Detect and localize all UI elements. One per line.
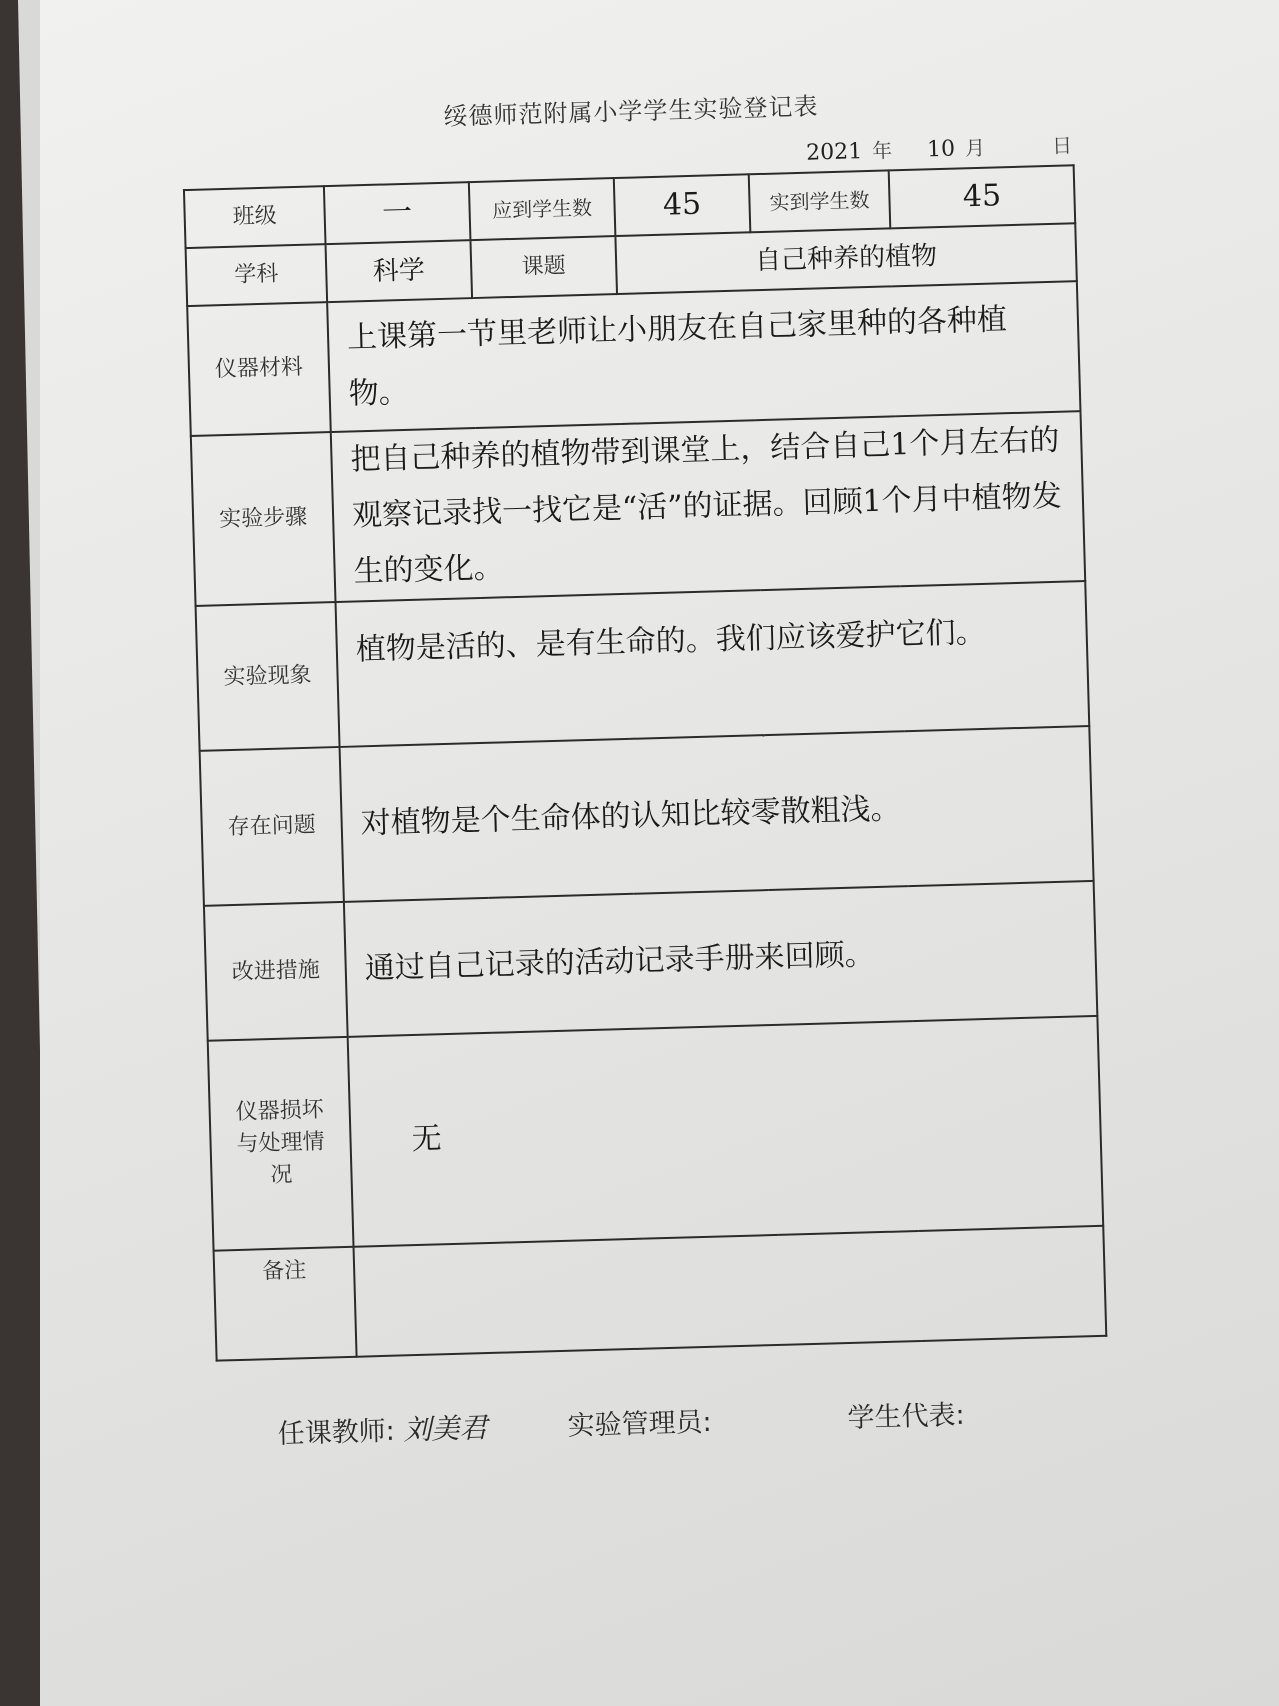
admin-label: 实验管理员: xyxy=(567,1406,713,1442)
materials-label: 仪器材料 xyxy=(187,302,331,436)
class-value: 一 xyxy=(324,182,471,244)
remarks-content xyxy=(354,1226,1107,1357)
actual-students-value: 45 xyxy=(889,165,1076,228)
problems-content: 对植物是个生命体的认知比较零散粗浅。 xyxy=(340,726,1094,902)
expected-students-value: 45 xyxy=(614,174,751,236)
teacher-signature-block xyxy=(277,1406,488,1452)
phenomenon-label: 实验现象 xyxy=(196,602,340,751)
expected-students-label: 应到学生数 xyxy=(469,178,616,240)
student-label: 学生代表: xyxy=(847,1399,966,1435)
damage-label: 仪器损坏与处理情况 xyxy=(208,1037,354,1251)
form-row-damage xyxy=(208,1016,1104,1251)
form-row-materials xyxy=(187,281,1080,436)
form-row-steps xyxy=(191,411,1085,606)
registration-form xyxy=(150,58,1149,1484)
improvements-label: 改进措施 xyxy=(204,902,348,1041)
form-row-remarks xyxy=(214,1226,1107,1361)
topic-value: 自己种养的植物 xyxy=(615,223,1076,294)
teacher-label: 任课教师: xyxy=(277,1415,396,1450)
problems-label: 存在问题 xyxy=(200,747,344,906)
subject-label: 学科 xyxy=(186,244,328,306)
date-line xyxy=(796,129,1073,166)
date-day-label: 日 xyxy=(1051,133,1073,158)
phenomenon-content: 植物是活的、是有生命的。我们应该爱护它们。 xyxy=(336,581,1090,747)
steps-label: 实验步骤 xyxy=(191,432,336,606)
admin-signature-block xyxy=(567,1400,712,1443)
form-row-phenomenon xyxy=(196,581,1090,751)
topic-label: 课题 xyxy=(470,236,617,298)
remarks-label: 备注 xyxy=(214,1247,357,1361)
class-label: 班级 xyxy=(184,186,326,248)
damage-content: 无 xyxy=(348,1016,1104,1247)
teacher-signature: 刘美君 xyxy=(402,1411,488,1447)
subject-value: 科学 xyxy=(326,240,473,302)
date-year: 2021 xyxy=(805,139,863,166)
actual-students-label: 实到学生数 xyxy=(749,170,891,232)
signature-footer xyxy=(277,1388,1137,1450)
steps-content: 把自己种养的植物带到课堂上，结合自己1个月左右的观察记录找一找它是“活”的证据。回顾1个月中植物发生的变化。 xyxy=(331,411,1085,602)
date-month-label: 月 xyxy=(964,135,986,161)
form-title: 绥德师范附属小学学生实验登记表 xyxy=(443,92,819,131)
student-signature-block xyxy=(847,1393,965,1435)
form-row-improvements xyxy=(204,881,1097,1041)
form-row-problems xyxy=(200,726,1094,906)
materials-content: 上课第一节里老师让小朋友在自己家里种的各种植物。 xyxy=(327,281,1080,432)
date-month: 10 xyxy=(926,136,956,163)
form-table xyxy=(183,164,1107,1361)
improvements-content: 通过自己记录的活动记录手册来回顾。 xyxy=(344,881,1097,1037)
date-year-label: 年 xyxy=(871,138,893,163)
